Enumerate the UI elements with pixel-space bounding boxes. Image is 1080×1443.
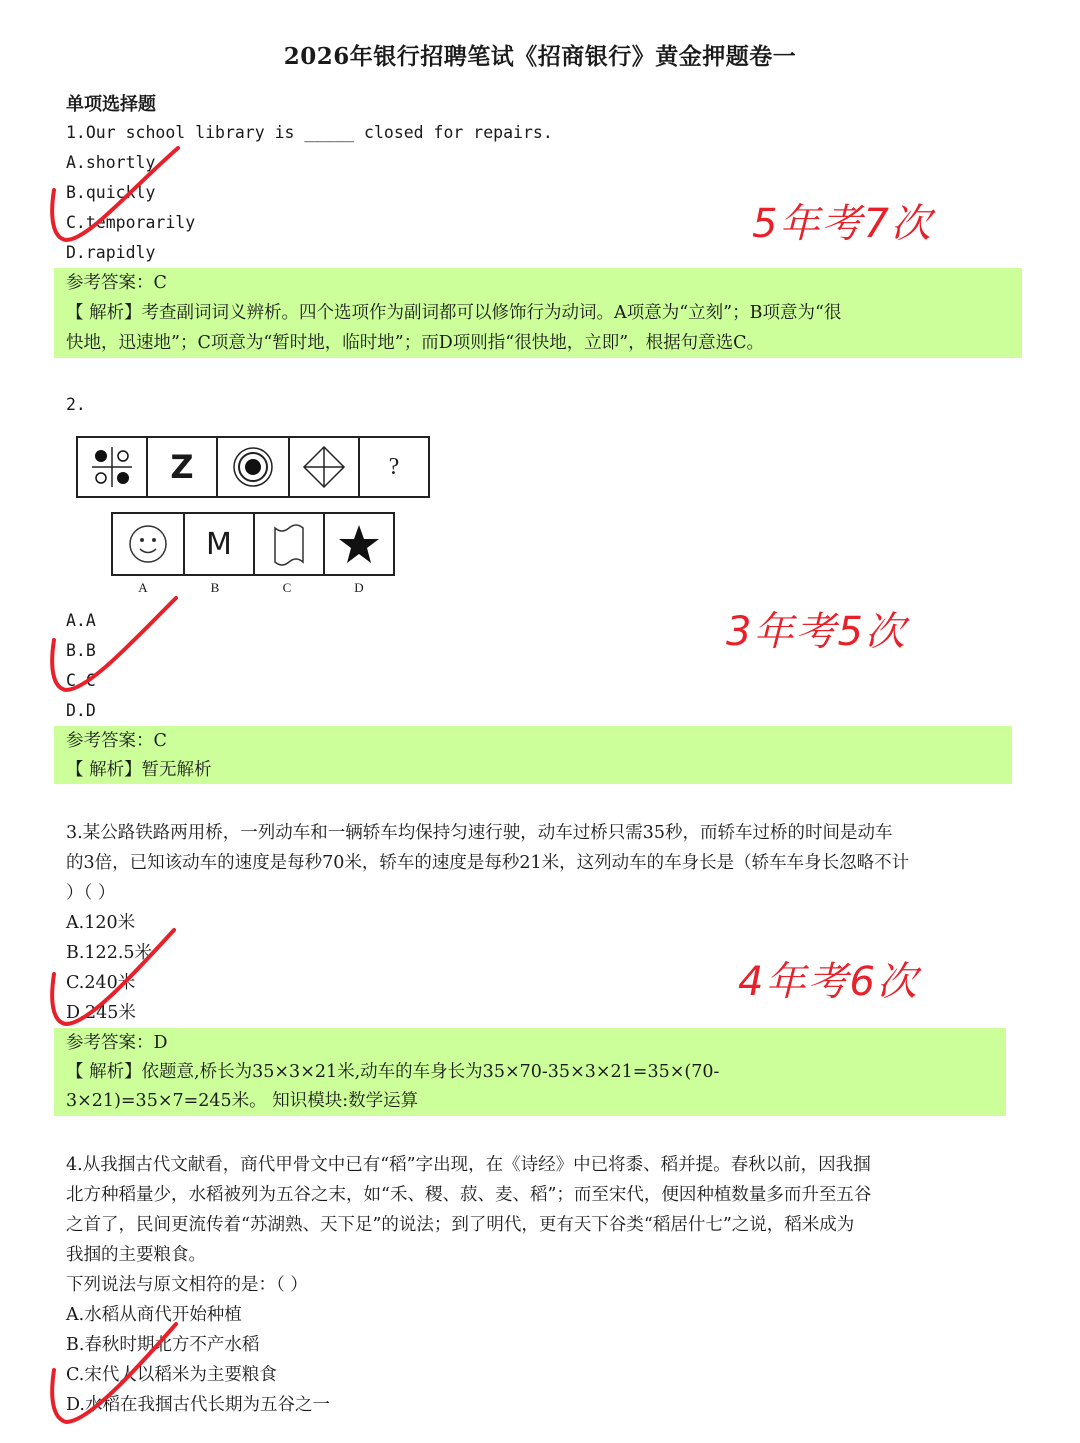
q4-passage-line-3: 之首了，民间更流传着“苏湖熟、天下足”的说法；到了明代，更有天下谷类“稻居什七”之说，稻米成为: [66, 1215, 855, 1235]
choice-label-a: A: [138, 580, 148, 595]
q3-option-c: C.240米: [66, 973, 136, 993]
seq-dots-icon: [76, 436, 148, 498]
q3-frequency-mark: 4年考6次: [738, 959, 919, 1005]
q1-analysis-line-2: 快地，迅速地”；C项意为“暂时地，临时地”；而D项则指“很快地，立即”，根据句意选C。: [66, 333, 765, 353]
q2-option-d: D.D: [66, 701, 96, 720]
q3-option-a: A.120米: [66, 913, 136, 933]
choice-label-d: D: [354, 580, 364, 595]
q2-answer: 参考答案：C: [66, 731, 167, 751]
q4-passage-line-1: 4.从我掴古代文献看，商代甲骨文中已有“稻”字出现，在《诗经》中已将黍、稻并提。春秋以前，因我掴: [66, 1155, 871, 1175]
choice-smiley-icon: [111, 512, 185, 576]
q4-question: 下列说法与原文相符的是：（ ）: [66, 1275, 308, 1295]
page-title: 2026年银行招聘笔试《招商银行》黄金押题卷一: [283, 43, 797, 70]
q2-checkmark-icon: [40, 590, 190, 700]
q1-option-d: D.rapidly: [66, 243, 156, 262]
choice-m-letter: M: [183, 512, 255, 576]
choice-label-b: B: [210, 580, 220, 595]
q3-option-d: D.245米: [66, 1003, 136, 1023]
q2-stem: 2.: [66, 395, 86, 414]
q4-passage-line-4: 我掴的主要粮食。: [66, 1245, 206, 1265]
q1-frequency-mark: 5年考7次: [752, 201, 933, 247]
q1-analysis-line-1: 【 解析】考查副词词义辨析。四个选项作为副词都可以修饰行为动词。A项意为“立刻”；B项意为“很: [66, 303, 842, 323]
seq-target-icon: [216, 436, 290, 498]
q4-passage-line-2: 北方种稻量少，水稻被列为五谷之末，如“禾、稷、菽、麦、稻”；而至宋代，便因种植数量多而升至五谷: [66, 1185, 872, 1205]
seq-diamond-icon: [288, 436, 360, 498]
section-heading: 单项选择题: [66, 94, 156, 115]
q2-option-b: B.B: [66, 641, 96, 660]
q3-stem-line-1: 3.某公路铁路两用桥，一列动车和一辆轿车均保持匀速行驶，动车过桥只需35秒，而轿车过桥的时间是动车: [66, 823, 893, 843]
q3-checkmark-icon: [40, 922, 190, 1034]
choice-banner-icon: [253, 512, 325, 576]
q3-stem-line-3: ）（ ）: [66, 883, 116, 903]
q4-option-c: C.宋代人以稻米为主要粮食: [66, 1365, 277, 1385]
q2-option-a: A.A: [66, 611, 96, 630]
q4-option-a: A.水稻从商代开始种植: [66, 1305, 242, 1325]
choice-star-icon: [323, 512, 395, 576]
choice-label-c: C: [282, 580, 292, 595]
q3-answer-box: [54, 1028, 1006, 1116]
q4-option-d: D.水稻在我掴古代长期为五谷之一: [66, 1395, 330, 1415]
q3-option-b: B.122.5米: [66, 943, 153, 963]
q3-analysis-line-2: 3×21)=35×7=245米。 知识模块:数学运算: [66, 1091, 419, 1111]
seq-z-letter: Z: [146, 436, 218, 498]
q1-stem: 1.Our school library is _____ closed for repairs.: [66, 123, 553, 142]
q1-checkmark-icon: [40, 140, 190, 250]
q2-frequency-mark: 3年考5次: [726, 609, 907, 655]
q2-analysis: 【 解析】暂无解析: [66, 760, 212, 780]
q1-option-b: B.quickly: [66, 183, 156, 202]
q3-stem-line-2: 的3倍，已知该动车的速度是每秒70米，轿车的速度是每秒21米，这列动车的车身长是（轿车车身长忽略不计: [66, 853, 910, 873]
q2-answer-box: [54, 726, 1012, 784]
q3-analysis-line-1: 【 解析】依题意,桥长为35×3×21米,动车的车身长为35×70-35×3×21=35×(70-: [66, 1062, 720, 1082]
q4-checkmark-icon: [40, 1318, 190, 1430]
q3-answer: 参考答案：D: [66, 1033, 168, 1053]
q1-answer: 参考答案：C: [66, 273, 167, 293]
q1-answer-box: [54, 268, 1022, 358]
seq-question-mark: ?: [358, 436, 430, 498]
q4-option-b: B.春秋时期北方不产水稻: [66, 1335, 260, 1355]
q1-option-c: C.temporarily: [66, 213, 196, 232]
q2-option-c: C.C: [66, 671, 96, 690]
q1-option-a: A.shortly: [66, 153, 156, 172]
